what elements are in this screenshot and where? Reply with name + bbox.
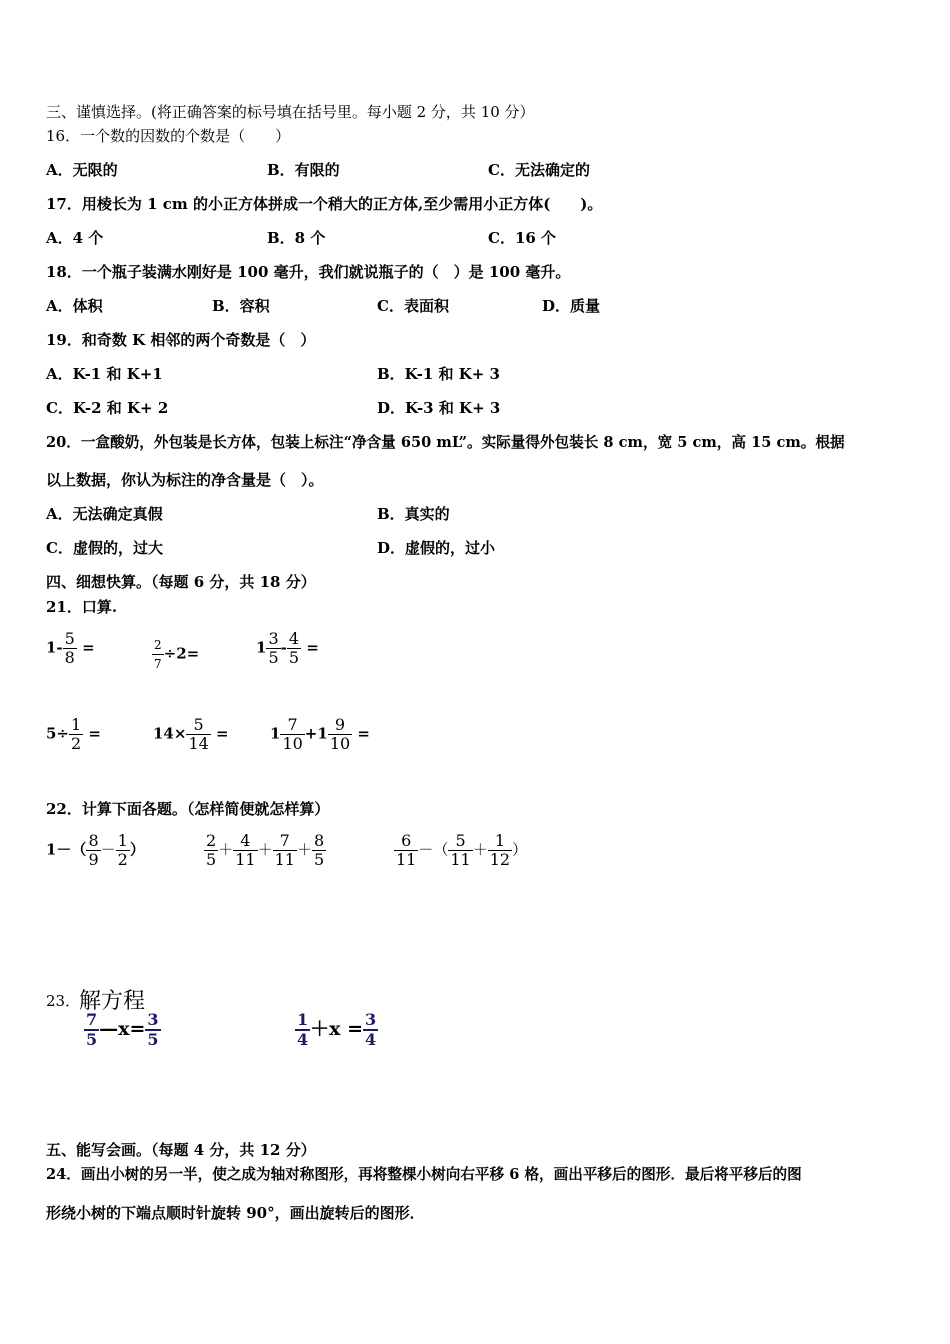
q21-expr-2: $\frac{2}{7}$ ÷2= [154, 638, 200, 671]
section5-title: 五、能写会画。（每题 4 分，共 12 分） [46, 1141, 316, 1159]
q19-option-b: B．K-1 和 K+ 3 [377, 365, 500, 383]
q20-option-d: D．虚假的，过小 [377, 539, 496, 557]
q18-option-a: A．体积 [46, 297, 103, 315]
q17-stem: 17．用棱长为 1 cm 的小正方体拼成一个稍大的正方体,至少需用小正方体( )。 [46, 195, 603, 213]
q22-expr-3: $\frac{6}{11}$ －（ $\frac{5}{11}$ ＋ $\frac{1}{12}$ ） [396, 831, 528, 869]
q16-stem: 16．一个数的因数的个数是（ ） [46, 127, 291, 145]
q20-stem-line2: 以上数据，你认为标注的净含量是（ ）。 [46, 471, 324, 489]
q23-equation-1: $\frac{7}{5}$ —x= $\frac{3}{5}$ [86, 1010, 159, 1049]
q20-option-b: B．真实的 [377, 505, 450, 523]
q18-option-c: C．表面积 [377, 297, 449, 315]
q19-option-c: C．K-2 和 K+ 2 [46, 399, 169, 417]
q18-option-d: D．质量 [542, 297, 601, 315]
q21-expr-3: 1 $\frac{3}{5}$ - $\frac{4}{5}$ = [256, 629, 319, 667]
q23-equation-2: $\frac{1}{4}$ ＋x = $\frac{3}{4}$ [297, 1010, 377, 1049]
q21-expr-5: 14× $\frac{5}{14}$ = [153, 715, 229, 753]
section4-title: 四、细想快算。（每题 6 分，共 18 分） [46, 573, 316, 591]
q24-line2: 形绕小树的下端点顺时针旋转 90°，画出旋转后的图形． [46, 1204, 425, 1222]
q22-expr-2: $\frac{2}{5}$ ＋ $\frac{4}{11}$ ＋ $\frac{7}{11}$ ＋ $\frac{8}{5}$ [206, 831, 325, 869]
q17-option-b: B．8 个 [267, 229, 326, 247]
q20-option-a: A．无法确定真假 [46, 505, 163, 523]
q18-stem: 18．一个瓶子装满水刚好是 100 毫升，我们就说瓶子的（ ）是 100 毫升。 [46, 263, 571, 281]
q17-option-c: C．16 个 [488, 229, 557, 247]
q21-expr-6: 1 $\frac{7}{10}$ +1 $\frac{9}{10}$ = [270, 715, 370, 753]
q24-line1: 24．画出小树的另一半，使之成为轴对称图形，再将整棵小树向右平移 6 格，画出平移后的图形．最后将平移后的图 [46, 1166, 802, 1183]
section3-title: 三、谨慎选择。(将正确答案的标号填在括号里。每小题 2 分，共 10 分） [46, 103, 535, 121]
q21-expr-1: 1- $\frac{5}{8}$ = [46, 629, 95, 667]
q19-stem: 19．和奇数 K 相邻的两个奇数是（ ） [46, 331, 316, 349]
q21-expr-4: 5÷ $\frac{1}{2}$ = [46, 715, 101, 753]
q22-title: 22．计算下面各题。（怎样简便就怎样算） [46, 800, 330, 818]
q23-number: 23． [46, 992, 81, 1010]
q16-option-a: A．无限的 [46, 161, 118, 179]
q20-stem-line1: 20．一盒酸奶，外包装是长方体，包装上标注“净含量 650 mL”。实际量得外包装长 8 cm，宽 5 cm，高 15 cm。根据 [46, 434, 845, 451]
q17-option-a: A．4 个 [46, 229, 104, 247]
q19-option-a: A．K-1 和 K+1 [46, 365, 163, 383]
q16-option-c: C．无法确定的 [488, 161, 590, 179]
q21-title: 21．口算. [46, 598, 118, 616]
q18-option-b: B．容积 [212, 297, 270, 315]
q16-option-b: B．有限的 [267, 161, 340, 179]
q23-title: 解方程 [79, 989, 146, 1014]
q20-option-c: C．虚假的，过大 [46, 539, 163, 557]
q19-option-d: D．K-3 和 K+ 3 [377, 399, 501, 417]
q22-expr-1: 1－（ $\frac{8}{9}$ － $\frac{1}{2}$ ） [46, 831, 145, 869]
